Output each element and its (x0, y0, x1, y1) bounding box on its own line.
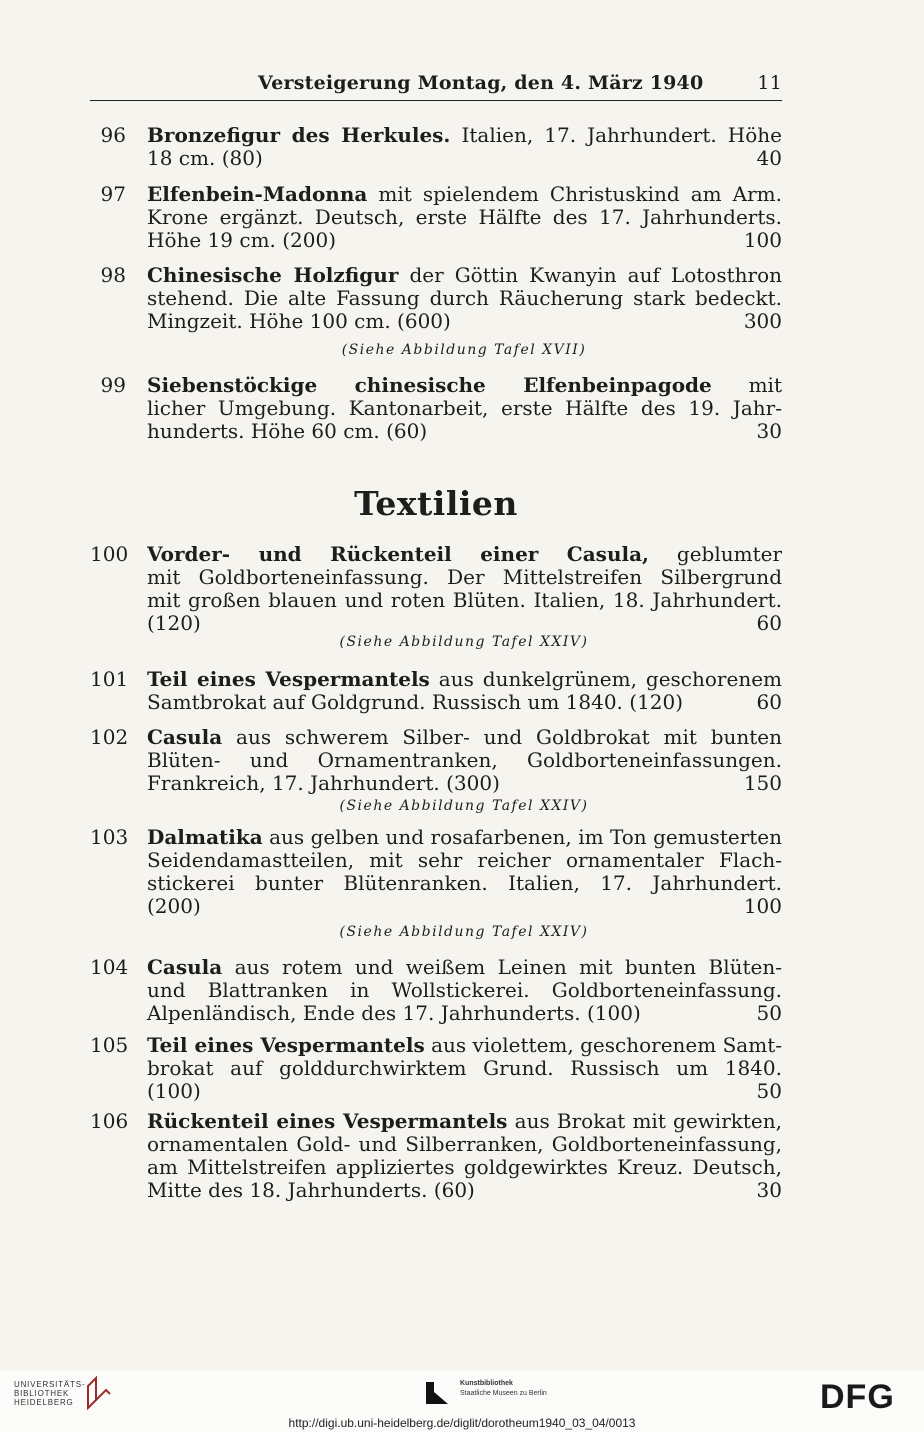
lot-estimate: 50 (756, 1001, 782, 1025)
header-rule (90, 100, 782, 101)
lot-title: Siebenstöckige chinesische Elfenbeinpagode (147, 374, 712, 397)
page-number: 11 (757, 72, 782, 94)
lot-title: Casula (147, 726, 223, 749)
description-line: Frankreich, 17. Jahrhundert. (300) (147, 771, 500, 795)
lot-description (147, 1034, 782, 1103)
plate-reference: (Siehe Abbildung Tafel XVII) (341, 342, 587, 358)
description-line: mit großen blauen und roten Blüten. Italien, 18. Jahrhundert. (147, 589, 782, 612)
lot-description (147, 956, 782, 1025)
description-line: mit Goldborteneinfassung. Der Mittelstreifen Silbergrund (147, 566, 782, 589)
lot-title: Rückenteil eines Vespermantels (147, 1110, 508, 1133)
lot-estimate: 50 (756, 1079, 782, 1103)
description-line: und Blattranken in Wollstickerei. Goldborteneinfassung. (147, 979, 782, 1002)
description-line: hunderts. Höhe 60 cm. (60) (147, 419, 428, 443)
plate-reference: (Siehe Abbildung Tafel XXIV) (339, 924, 589, 940)
description-line: stehend. Die alte Fassung durch Räucherung stark bedeckt. (147, 287, 782, 310)
description-line: Vorder- und Rückenteil einer Casula, geblumter (147, 543, 782, 566)
uni-heidelberg-logo: UNIVERSITÄTS- BIBLIOTHEK HEIDELBERG (14, 1380, 86, 1407)
description-line: stickerei bunter Blütenranken. Italien, 17. Jahrhundert. (147, 872, 782, 895)
description-line: Rückenteil eines Vespermantels aus Brokat mit gewirkten, (147, 1110, 782, 1133)
lot-number: 99 (100, 373, 126, 397)
lot-estimate: 60 (756, 611, 782, 635)
description-line: Teil eines Vespermantels aus dunkelgrünem, geschorenem (147, 668, 782, 691)
lot-estimate: 60 (756, 690, 782, 714)
description-line: Teil eines Vespermantels aus violettem, geschorenem Samt- (147, 1034, 782, 1057)
lot-title: Vorder- und Rückenteil einer Casula, (147, 543, 650, 566)
lot-number: 98 (100, 263, 126, 287)
running-head-title: Versteigerung Montag, den 4. März 1940 (258, 72, 704, 94)
lot-title: Bronzefigur des Herkules. (147, 124, 451, 147)
section-title: Textilien (354, 484, 518, 523)
lot-description (147, 826, 782, 918)
description-line: Bronzefigur des Herkules. Italien, 17. Jahrhundert. Höhe (147, 124, 782, 147)
lot-description (147, 668, 782, 714)
description-line: Mitte des 18. Jahrhunderts. (60) (147, 1178, 475, 1202)
lot-estimate: 30 (756, 419, 782, 443)
dfg-logo: DFG (820, 1378, 895, 1416)
lot-number: 103 (90, 825, 129, 849)
plate-reference: (Siehe Abbildung Tafel XXIV) (339, 634, 589, 650)
lot-title: Chinesische Holzfigur (147, 264, 399, 287)
lot-title: Casula (147, 956, 223, 979)
description-line: am Mittelstreifen appliziertes goldgewirktes Kreuz. Deutsch, (147, 1156, 782, 1179)
description-line: Höhe 19 cm. (200) (147, 228, 337, 252)
description-line: Chinesische Holzfigur der Göttin Kwanyin auf Lotosthron (147, 264, 782, 287)
description-line: licher Umgebung. Kantonarbeit, erste Hälfte des 19. Jahr- (147, 397, 782, 420)
description-line: Elfenbein-Madonna mit spielendem Christuskind am Arm. (147, 183, 782, 206)
description-line: Samtbrokat auf Goldgrund. Russisch um 1840. (120) (147, 690, 684, 714)
description-line: brokat auf golddurchwirktem Grund. Russisch um 1840. (147, 1057, 782, 1080)
description-line: Dalmatika aus gelben und rosafarbenen, im Ton gemusterten (147, 826, 782, 849)
lot-description (147, 183, 782, 252)
lot-number: 96 (100, 123, 126, 147)
description-line: Blüten- und Ornamentranken, Goldborteneinfassungen. (147, 749, 782, 772)
description-line: Casula aus schwerem Silber- und Goldbrokat mit bunten (147, 726, 782, 749)
lot-description (147, 726, 782, 795)
description-line: (200) (147, 894, 201, 918)
kunstbibliothek-logo-text: Kunstbibliothek Staatliche Museen zu Berlin (460, 1380, 547, 1397)
lot-title: Elfenbein-Madonna (147, 183, 368, 206)
lot-number: 106 (90, 1109, 129, 1133)
description-line: Alpenländisch, Ende des 17. Jahrhunderts. (100) (147, 1001, 641, 1025)
lot-description (147, 264, 782, 333)
description-line: Siebenstöckige chinesische Elfenbeinpagode mit (147, 374, 782, 397)
lot-estimate: 40 (756, 146, 782, 170)
lot-estimate: 30 (756, 1178, 782, 1202)
lot-number: 105 (90, 1033, 129, 1057)
uni-heidelberg-mark-icon (84, 1376, 112, 1410)
lot-description (147, 374, 782, 443)
lot-description (147, 1110, 782, 1202)
description-line: Krone ergänzt. Deutsch, erste Hälfte des 17. Jahrhunderts. (147, 206, 782, 229)
description-line: ornamentalen Gold- und Silberranken, Goldborteneinfassung, (147, 1133, 782, 1156)
lot-title: Teil eines Vespermantels (147, 668, 430, 691)
description-line: Seidendamastteilen, mit sehr reicher ornamentaler Flach- (147, 849, 782, 872)
kunstbibliothek-logo-icon (424, 1378, 454, 1408)
lot-number: 104 (90, 955, 129, 979)
lot-title: Teil eines Vespermantels (147, 1034, 425, 1057)
plate-reference: (Siehe Abbildung Tafel XXIV) (339, 798, 589, 814)
lot-description (147, 124, 782, 170)
source-url[interactable]: http://digi.ub.uni-heidelberg.de/diglit/dorotheum1940_03_04/0013 (288, 1416, 636, 1430)
lot-title: Dalmatika (147, 826, 263, 849)
description-line: Mingzeit. Höhe 100 cm. (600) (147, 309, 451, 333)
description-line: (120) (147, 611, 201, 635)
lot-estimate: 100 (743, 894, 782, 918)
description-line: 18 cm. (80) (147, 146, 263, 170)
lot-estimate: 300 (743, 309, 782, 333)
lot-number: 102 (90, 725, 129, 749)
lot-number: 100 (90, 542, 129, 566)
lot-number: 97 (100, 182, 126, 206)
description-line: (100) (147, 1079, 201, 1103)
lot-estimate: 150 (743, 771, 782, 795)
lot-number: 101 (90, 667, 129, 691)
digitization-footer (0, 1370, 924, 1432)
lot-estimate: 100 (743, 228, 782, 252)
lot-description (147, 543, 782, 635)
description-line: Casula aus rotem und weißem Leinen mit bunten Blüten- (147, 956, 782, 979)
